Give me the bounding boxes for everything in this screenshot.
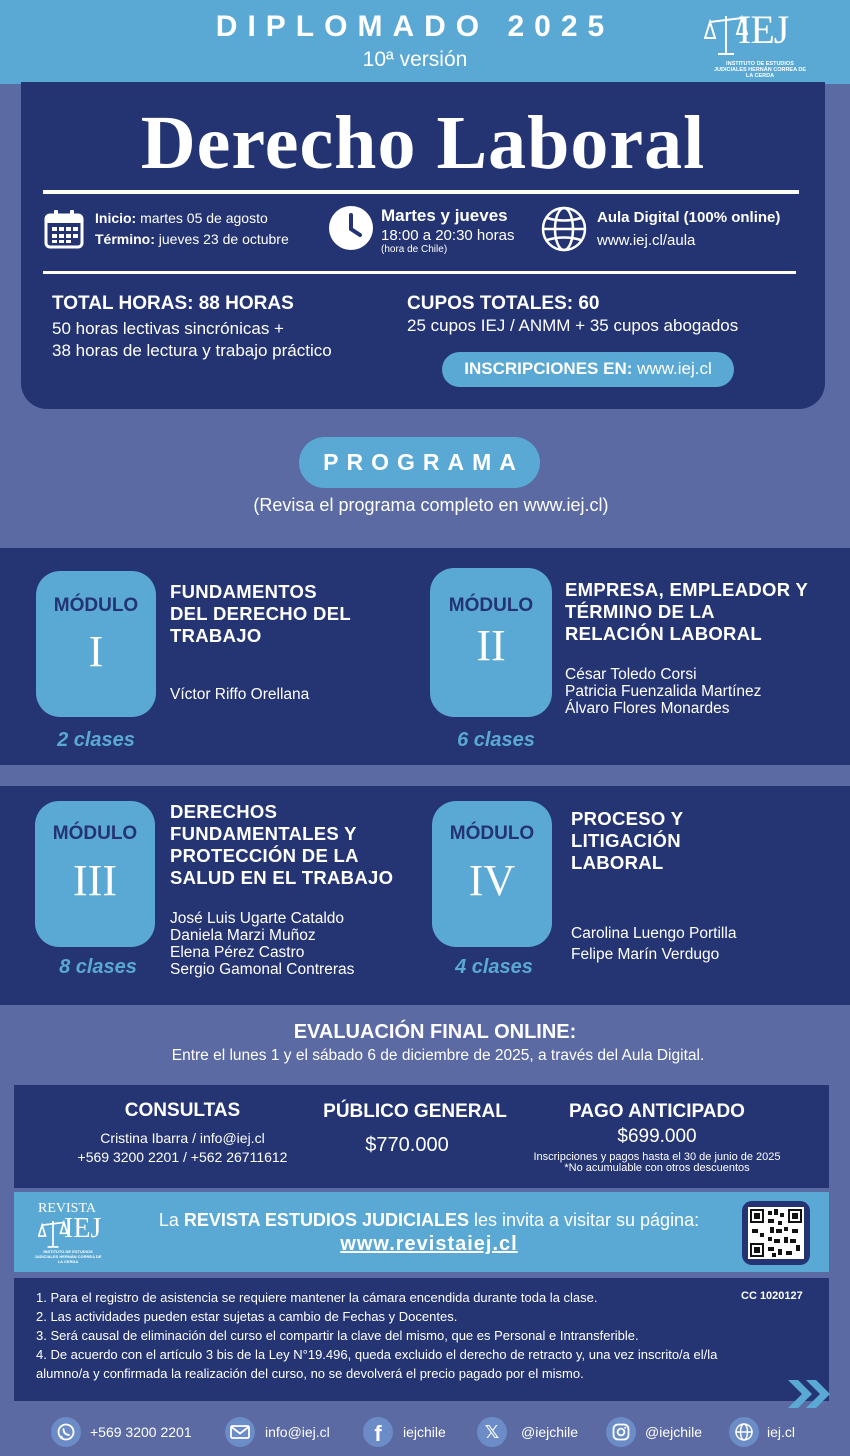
module-title-2: EMPRESA, EMPLEADOR Y TÉRMINO DE LA RELACIÓN LABORAL [565,579,809,644]
anticipado-title: PAGO ANTICIPADO [569,1101,745,1122]
evaluacion-text: Entre el lunes 1 y el sábado 6 de diciembre de 2025, a través del Aula Digital. [171,1047,705,1064]
total-hours: TOTAL HORAS: 88 HORAS [52,293,294,314]
programa-note: (Revisa el programa completo en www.iej.cl) [253,495,609,515]
revista-logo: IEJ [64,1213,102,1244]
module-title-1: FUNDAMENTOS DEL DERECHO DEL TRABAJO [170,581,351,646]
module-box-2: MÓDULO II [430,568,552,717]
platform-name: Aula Digital (100% online) [597,209,781,226]
module-clases-3: 8 clases [59,956,137,978]
module-box-3: MÓDULO III [35,801,155,947]
course-code: CC 1020127 [741,1290,803,1302]
iej-logo-subtitle: INSTITUTO DE ESTUDIOS JUDICIALES HERNÁN CORREA DE LA CERDA [713,61,807,79]
module-title-3: DERECHOS FUNDAMENTALES Y PROTECCIÓN DE LA SALUD EN EL TRABAJO [170,801,394,888]
diplomado-version: 10ª versión [362,48,468,71]
start-date: Inicio: martes 05 de agosto [95,210,268,226]
module-box-1: MÓDULO I [36,571,156,717]
platform-url[interactable]: www.iej.cl/aula [597,232,696,249]
module-teachers-2: César Toledo Corsi Patricia Fuenzalida Martínez Álvaro Flores Monardes [565,666,762,717]
divider [43,271,796,274]
footer-facebook[interactable]: iejchile [403,1424,446,1440]
anticipado-price: $699.000 [617,1126,697,1147]
x-icon[interactable]: 𝕏 [477,1417,507,1447]
end-date: Término: jueves 23 de octubre [95,231,289,247]
module-title-4: PROCESO Y LITIGACIÓN LABORAL [571,808,684,873]
email-icon[interactable] [225,1417,255,1447]
double-chevron-right-icon [786,1378,834,1410]
instagram-icon[interactable] [606,1417,636,1447]
whatsapp-icon[interactable] [51,1417,81,1447]
hours-detail-2: 38 horas de lectura y trabajo práctico [52,341,332,360]
divider [43,190,799,194]
module-clases-4: 4 clases [455,956,533,978]
notes-list: 1. Para el registro de asistencia se requiere mantener la cámara encendida durante toda la clase. 2. Las actividades pueden estar sujetas a cambio de Fechas y Docentes. 3. Será causal de eliminación del curso el compartir la clave del mismo, que es Personal e Intransferible. 4. De acuerdo con el artículo 3 bis de la Ley N°19.496, queda excluido el derecho de retracto y, una vez inscrito/a el/la alumno/a y confirmada la realización del curso, no se devolverá el precio pagado por el mismo. [36,1290,718,1381]
class-hours: 18:00 a 20:30 horas [381,227,515,244]
class-days: Martes y jueves [381,206,508,225]
revista-url[interactable]: www.revistaiej.cl [340,1233,518,1255]
qr-code-icon [748,1207,804,1259]
revista-box [14,1192,829,1272]
revista-logo-top: REVISTA [38,1201,96,1216]
anticipado-disclaimer: *No acumulable con otros descuentos [564,1162,750,1174]
consultas-phones: +569 3200 2201 / +562 26711612 [77,1149,288,1165]
course-title: Derecho Laboral [140,101,706,185]
footer-x[interactable]: @iejchile [521,1424,579,1440]
publico-price: $770.000 [365,1134,449,1156]
clock-icon [327,204,375,252]
footer-web[interactable]: iej.cl [767,1424,796,1440]
consultas-title: CONSULTAS [124,1100,241,1121]
iej-logo: IEJ [738,7,789,52]
footer-email[interactable]: info@iej.cl [265,1424,330,1440]
module-teachers-1: Víctor Riffo Orellana [170,686,310,703]
footer-whatsapp[interactable]: +569 3200 2201 [90,1424,192,1440]
facebook-icon[interactable]: f [363,1417,393,1447]
module-teachers-4: Carolina Luengo Portilla Felipe Marín Verdugo [571,925,737,963]
evaluacion-title: EVALUACIÓN FINAL ONLINE: [293,1021,577,1043]
anticipado-deadline: Inscripciones y pagos hasta el 30 de junio de 2025 [533,1151,781,1163]
publico-title: PÚBLICO GENERAL [323,1101,507,1122]
inscripciones-text[interactable]: INSCRIPCIONES EN: www.iej.cl [464,359,712,378]
footer-instagram[interactable]: @iejchile [645,1424,703,1440]
web-globe-icon[interactable] [729,1417,759,1447]
timezone-note: (hora de Chile) [381,244,448,255]
qr-code [742,1201,810,1265]
hours-detail-1: 50 horas lectivas sincrónicas + [52,319,284,338]
module-clases-1: 2 clases [57,729,135,751]
programa-title: PROGRAMA [323,449,524,475]
module-clases-2: 6 clases [457,729,535,751]
module-box-4: MÓDULO IV [432,801,552,947]
diplomado-title: DIPLOMADO 2025 [215,10,615,43]
calendar-icon [44,209,84,249]
module-teachers-3: José Luis Ugarte Cataldo Daniela Marzi Muñoz Elena Pérez Castro Sergio Gamonal Contreras [170,910,355,978]
cupos-detail: 25 cupos IEJ / ANMM + 35 cupos abogados [407,316,739,335]
consultas-contact: Cristina Ibarra / info@iej.cl [100,1130,265,1146]
revista-logo-subtitle: INSTITUTO DE ESTUDIOS JUDICIALES HERNÁN CORREA DE LA CERDA [34,1249,102,1264]
globe-icon [540,205,588,253]
revista-invite: La REVISTA ESTUDIOS JUDICIALES les invita a visitar su página: [158,1210,700,1230]
total-cupos: CUPOS TOTALES: 60 [407,293,600,314]
